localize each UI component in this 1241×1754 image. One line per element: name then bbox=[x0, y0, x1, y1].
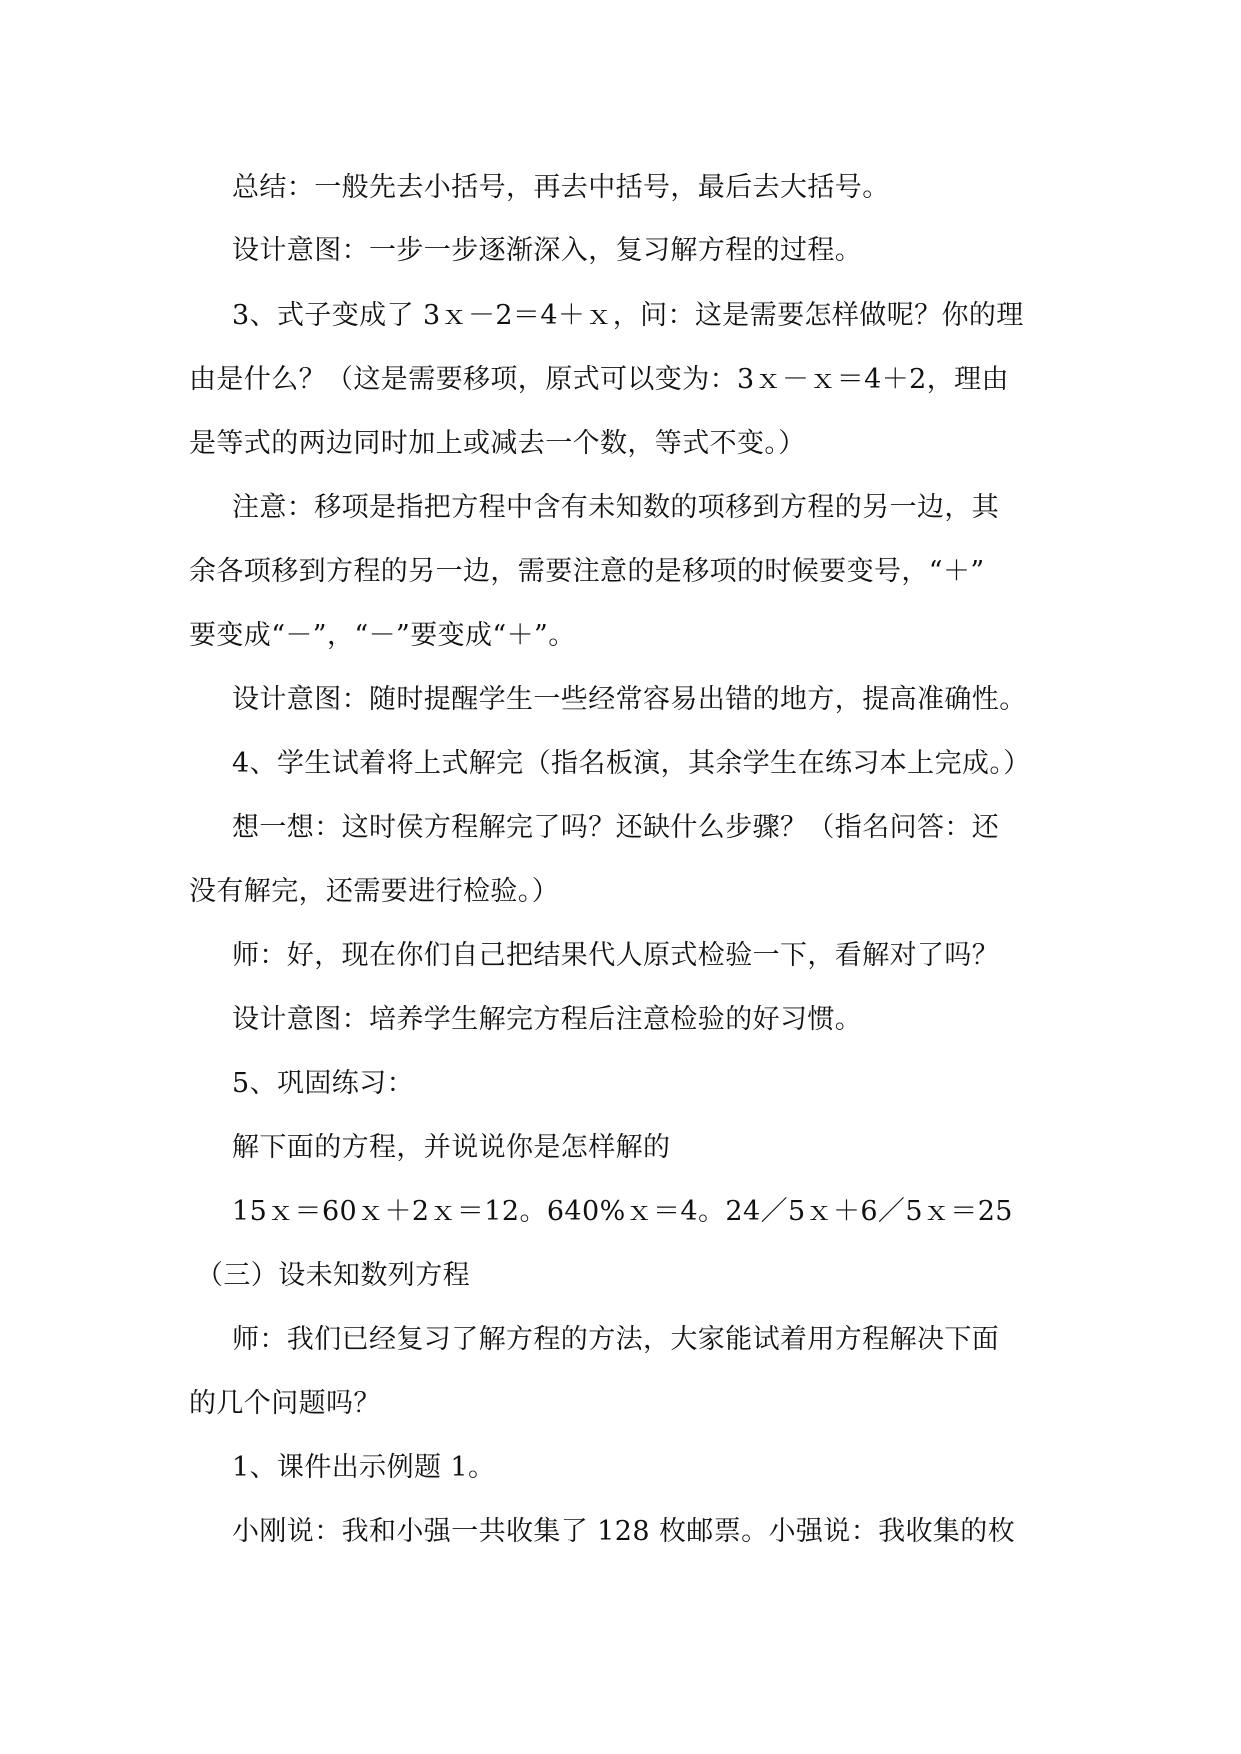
teacher-line: 师：好，现在你们自己把结果代人原式检验一下，看解对了吗？ bbox=[232, 940, 1000, 971]
think-line-2: 没有解完，还需要进行检验。） bbox=[189, 876, 560, 907]
design-intent-line: 设计意图：随时提醒学生一些经常容易出错的地方，提高准确性。 bbox=[232, 684, 1027, 715]
equations-line: 15ｘ＝60ｘ＋2ｘ＝12。640%ｘ＝4。24／5ｘ＋6／5ｘ＝25 bbox=[232, 1196, 1013, 1227]
teacher-question-line-1: 师：我们已经复习了解方程的方法，大家能试着用方程解决下面 bbox=[232, 1324, 1000, 1355]
paragraph-4-line: 4、学生试着将上式解完（指名板演，其余学生在练习本上完成。） bbox=[232, 748, 1031, 779]
design-intent-line: 设计意图：培养学生解完方程后注意检验的好习惯。 bbox=[232, 1004, 863, 1035]
note-line-2: 余各项移到方程的另一边，需要注意的是移项的时候要变号，“＋” bbox=[189, 556, 985, 587]
paragraph-3-line-2: 由是什么？（这是需要移项，原式可以变为：3ｘ－ｘ＝4＋2，理由 bbox=[189, 364, 1009, 395]
summary-line: 总结：一般先去小括号，再去中括号，最后去大括号。 bbox=[232, 172, 890, 203]
practice-heading: 5、巩固练习： bbox=[232, 1068, 414, 1099]
note-line-3: 要变成“－”，“－”要变成“＋”。 bbox=[189, 620, 576, 651]
think-line-1: 想一想：这时侯方程解完了吗？还缺什么步骤？（指名问答：还 bbox=[232, 812, 1000, 843]
example-heading: 1、课件出示例题 1。 bbox=[232, 1452, 496, 1483]
teacher-question-line-2: 的几个问题吗？ bbox=[189, 1388, 381, 1419]
design-intent-line: 设计意图：一步一步逐渐深入，复习解方程的过程。 bbox=[232, 235, 863, 266]
paragraph-3-line-3: 是等式的两边同时加上或减去一个数，等式不变。） bbox=[189, 428, 806, 459]
paragraph-3-line-1: 3、式子变成了 3ｘ－2＝4＋ｘ，问：这是需要怎样做呢？你的理 bbox=[232, 300, 1024, 331]
note-line-1: 注意：移项是指把方程中含有未知数的项移到方程的另一边，其 bbox=[232, 492, 1000, 523]
practice-instruction: 解下面的方程，并说说你是怎样解的 bbox=[232, 1132, 671, 1163]
example-text-line: 小刚说：我和小强一共收集了 128 枚邮票。小强说：我收集的枚 bbox=[232, 1516, 1016, 1547]
section-heading: （三）设未知数列方程 bbox=[196, 1260, 470, 1291]
